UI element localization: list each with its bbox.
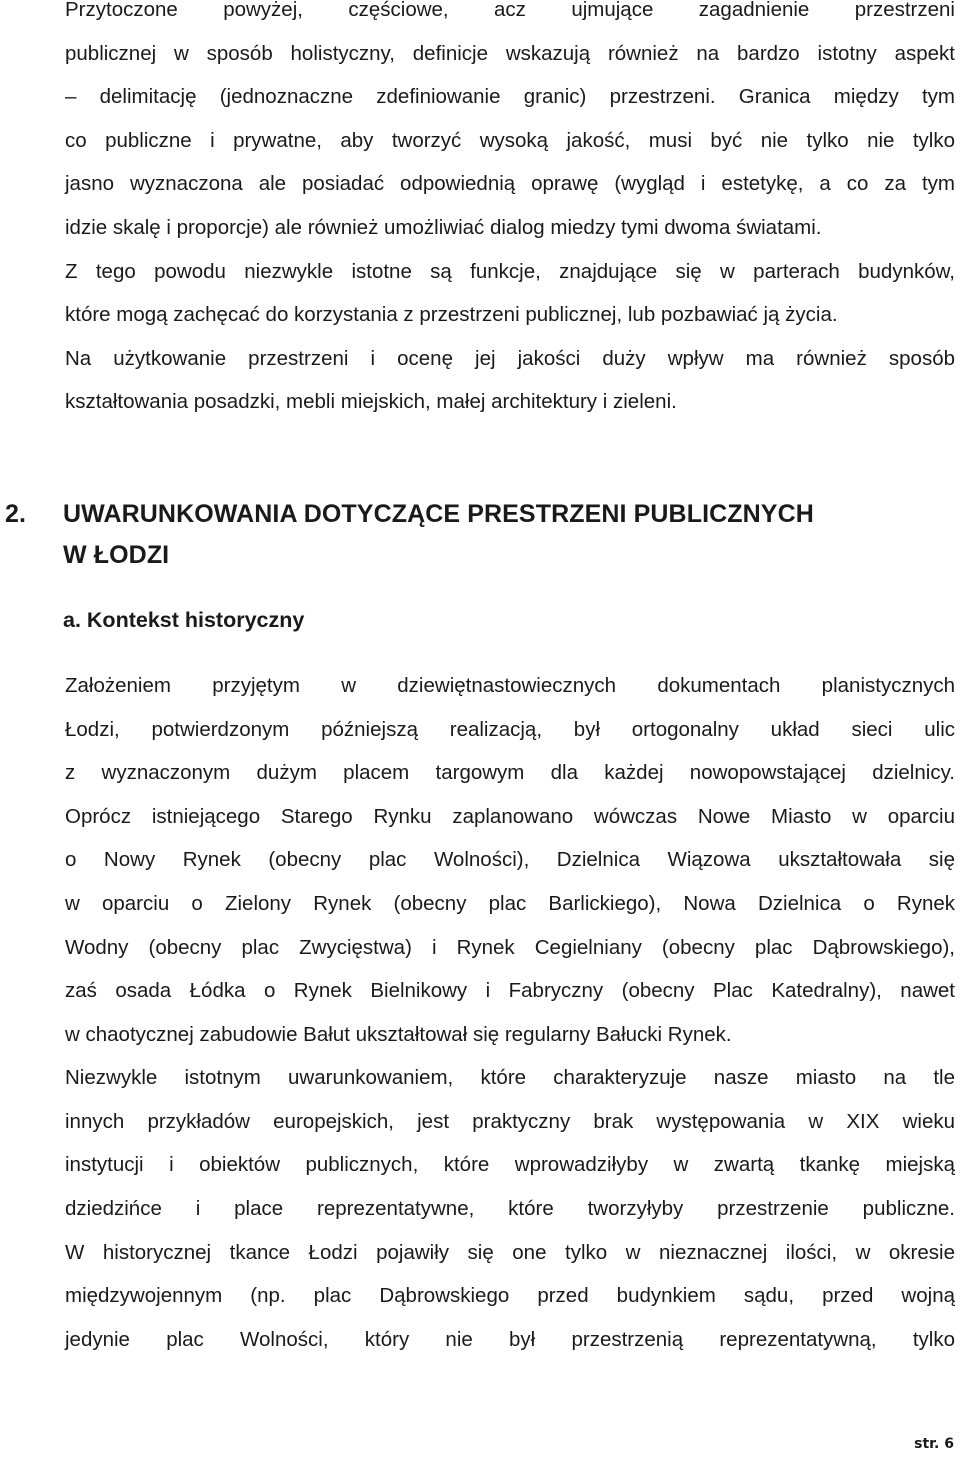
text-line: jasno wyznaczona ale posiadać odpowiednią oprawę (wygląd i estetykę, a co za tym	[65, 172, 955, 196]
text-line: z wyznaczonym dużym placem targowym dla każdej nowopowstającej dzielnicy.	[65, 761, 955, 785]
text-line: publicznej w sposób holistyczny, definicje wskazują również na bardzo istotny aspekt	[65, 41, 955, 65]
text-line: Niezwykle istotnym uwarunkowaniem, które charakteryzuje nasze miasto na tle	[65, 1066, 955, 1090]
paragraph-history-1	[5, 664, 955, 1056]
paragraph-intro	[5, 0, 955, 424]
paragraph-history-2	[5, 1056, 955, 1361]
subsection-heading	[5, 600, 955, 640]
text-line: Z tego powodu niezwykle istotne są funkcje, znajdujące się w parterach budynków,	[65, 259, 955, 283]
text-line: Na użytkowanie przestrzeni i ocenę jej jakości duży wpływ ma również sposób	[65, 346, 955, 370]
text-line: Założeniem przyjętym w dziewiętnastowiecznych dokumentach planistycznych	[65, 673, 955, 697]
text-line: o Nowy Rynek (obecny plac Wolności), Dzielnica Wiązowa ukształtowała się	[65, 848, 955, 872]
section-number: 2.	[5, 499, 27, 528]
text-line: W historycznej tkance Łodzi pojawiły się one tylko w nieznacznej ilości, w okresie	[65, 1240, 955, 1264]
page-number: str. 6	[914, 1436, 954, 1452]
section-title-line-1: UWARUNKOWANIA DOTYCZĄCE PRESTRZENI PUBLICZNYCH	[63, 499, 814, 528]
text-line: Oprócz istniejącego Starego Rynku zaplanowano wówczas Nowe Miasto w oparciu	[65, 804, 955, 828]
text-line: w chaotycznej zabudowie Bałut ukształtował się regularny Bałucki Rynek.	[65, 1022, 732, 1046]
section-title-line-2: W ŁODZI	[63, 540, 170, 569]
section-heading	[5, 494, 955, 576]
text-line: które mogą zachęcać do korzystania z przestrzeni publicznej, lub pozbawiać ją życia.	[65, 303, 838, 327]
text-line: Przytoczone powyżej, częściowe, acz ujmujące zagadnienie przestrzeni	[65, 0, 955, 21]
text-line: dziedzińce i place reprezentatywne, które tworzyłyby przestrzenie publiczne.	[65, 1197, 955, 1221]
text-line: jedynie plac Wolności, który nie był przestrzenią reprezentatywną, tylko	[65, 1327, 955, 1351]
text-line: instytucji i obiektów publicznych, które wprowadziłyby w zwartą tkankę miejską	[65, 1153, 955, 1177]
document-page	[5, 0, 955, 1361]
text-line: idzie skalę i proporcje) ale również umożliwiać dialog miedzy tymi dwoma światami.	[65, 215, 822, 239]
text-line: kształtowania posadzki, mebli miejskich, małej architektury i zieleni.	[65, 390, 677, 414]
text-line: – delimitację (jednoznaczne zdefiniowanie granic) przestrzeni. Granica między tym	[65, 85, 955, 109]
text-line: w oparciu o Zielony Rynek (obecny plac Barlickiego), Nowa Dzielnica o Rynek	[65, 891, 955, 915]
text-line: Łodzi, potwierdzonym późniejszą realizacją, był ortogonalny układ sieci ulic	[65, 717, 955, 741]
text-line: Wodny (obecny plac Zwycięstwa) i Rynek Cegielniany (obecny plac Dąbrowskiego),	[65, 935, 955, 959]
subsection-label: a. Kontekst historyczny	[63, 607, 305, 632]
spacer	[5, 576, 955, 600]
text-line: zaś osada Łódka o Rynek Bielnikowy i Fabryczny (obecny Plac Katedralny), nawet	[65, 979, 955, 1003]
text-line: międzywojennym (np. plac Dąbrowskiego przed budynkiem sądu, przed wojną	[65, 1284, 955, 1308]
spacer	[5, 424, 955, 494]
text-line: innych przykładów europejskich, jest praktyczny brak występowania w XIX wieku	[65, 1109, 955, 1133]
text-line: co publiczne i prywatne, aby tworzyć wysoką jakość, musi być nie tylko nie tylko	[65, 128, 955, 152]
spacer	[5, 640, 955, 664]
